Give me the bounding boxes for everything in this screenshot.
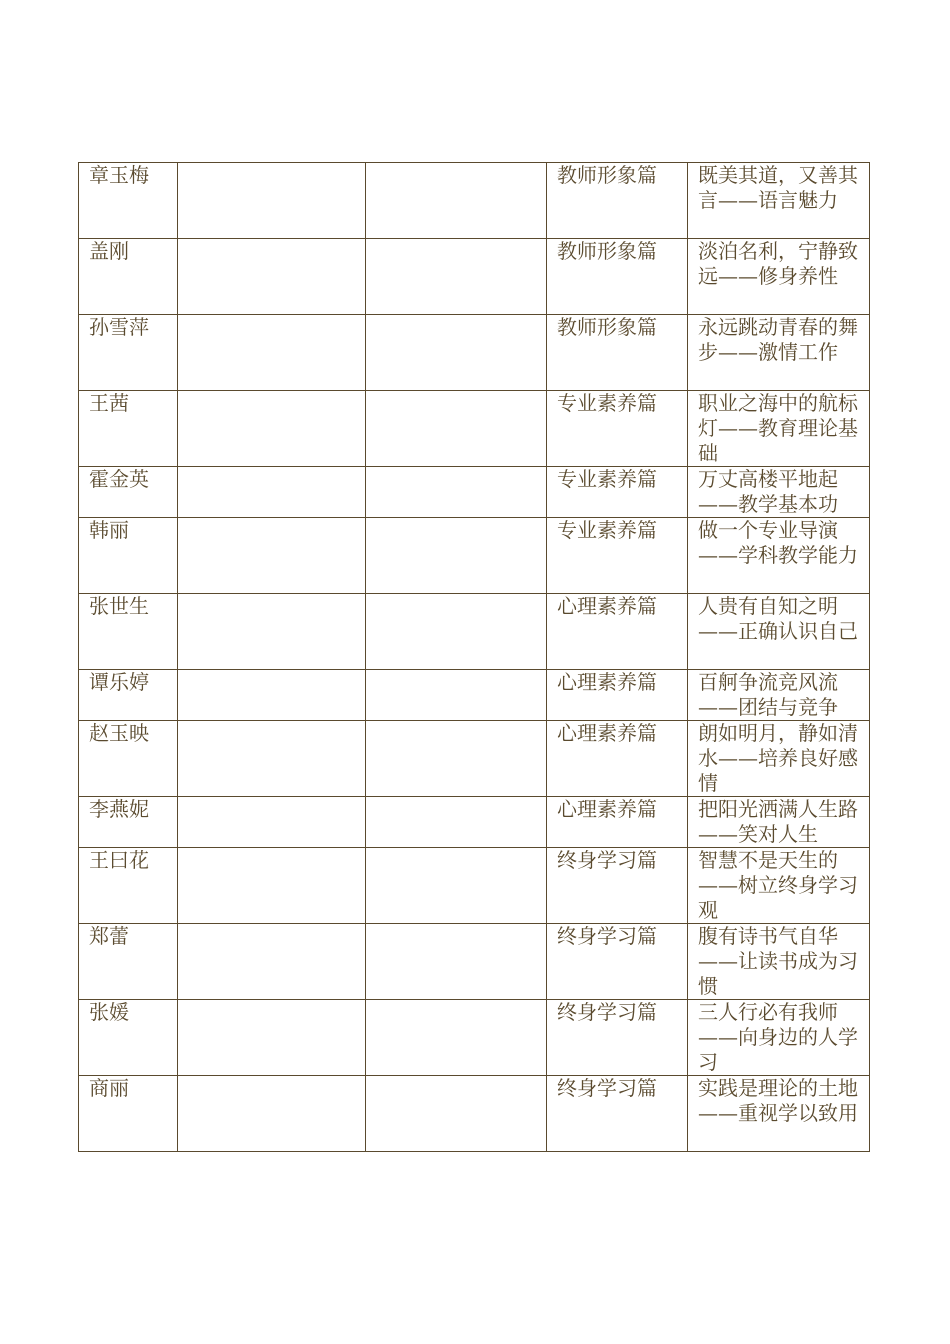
- teacher-name-cell: 章玉梅: [79, 163, 178, 239]
- teacher-name-cell: 谭乐婷: [79, 670, 178, 721]
- category-cell: 专业素养篇: [547, 518, 688, 594]
- table-row: [79, 239, 870, 315]
- blank-cell: [366, 924, 547, 1000]
- topic-cell: 永远跳动青春的舞步——激情工作: [688, 315, 870, 391]
- blank-cell: [178, 315, 366, 391]
- teacher-name-cell: 张世生: [79, 594, 178, 670]
- table-row: [79, 518, 870, 594]
- teacher-name-cell: 郑蕾: [79, 924, 178, 1000]
- category-cell: 终身学习篇: [547, 924, 688, 1000]
- topic-cell: 既美其道，又善其言——语言魅力: [688, 163, 870, 239]
- table-row: [79, 594, 870, 670]
- blank-cell: [366, 518, 547, 594]
- blank-cell: [366, 1000, 547, 1076]
- category-cell: 心理素养篇: [547, 594, 688, 670]
- table-row: [79, 315, 870, 391]
- table-row: [79, 391, 870, 467]
- blank-cell: [366, 594, 547, 670]
- teacher-name-cell: 张媛: [79, 1000, 178, 1076]
- blank-cell: [178, 721, 366, 797]
- assignment-table: [78, 162, 870, 1152]
- table-row: [79, 797, 870, 848]
- category-cell: 专业素养篇: [547, 467, 688, 518]
- teacher-name-cell: 商丽: [79, 1076, 178, 1152]
- blank-cell: [178, 594, 366, 670]
- topic-cell: 腹有诗书气自华——让读书成为习惯: [688, 924, 870, 1000]
- category-cell: 心理素养篇: [547, 670, 688, 721]
- topic-cell: 把阳光洒满人生路——笑对人生: [688, 797, 870, 848]
- blank-cell: [178, 670, 366, 721]
- blank-cell: [178, 1000, 366, 1076]
- topic-cell: 实践是理论的土地——重视学以致用: [688, 1076, 870, 1152]
- category-cell: 心理素养篇: [547, 797, 688, 848]
- blank-cell: [178, 518, 366, 594]
- category-cell: 教师形象篇: [547, 315, 688, 391]
- category-cell: 心理素养篇: [547, 721, 688, 797]
- table-row: [79, 467, 870, 518]
- blank-cell: [366, 315, 547, 391]
- blank-cell: [178, 924, 366, 1000]
- blank-cell: [178, 163, 366, 239]
- blank-cell: [366, 467, 547, 518]
- blank-cell: [366, 848, 547, 924]
- category-cell: 终身学习篇: [547, 1000, 688, 1076]
- blank-cell: [178, 239, 366, 315]
- topic-cell: 智慧不是天生的——树立终身学习观: [688, 848, 870, 924]
- category-cell: 教师形象篇: [547, 239, 688, 315]
- table-row: [79, 721, 870, 797]
- topic-cell: 人贵有自知之明——正确认识自己: [688, 594, 870, 670]
- blank-cell: [366, 670, 547, 721]
- topic-cell: 万丈高楼平地起——教学基本功: [688, 467, 870, 518]
- blank-cell: [366, 721, 547, 797]
- teacher-name-cell: 盖刚: [79, 239, 178, 315]
- teacher-name-cell: 李燕妮: [79, 797, 178, 848]
- teacher-name-cell: 韩丽: [79, 518, 178, 594]
- topic-cell: 朗如明月，静如清水——培养良好感情: [688, 721, 870, 797]
- blank-cell: [366, 163, 547, 239]
- teacher-name-cell: 王茜: [79, 391, 178, 467]
- topic-cell: 三人行必有我师——向身边的人学习: [688, 1000, 870, 1076]
- topic-cell: 百舸争流竞风流——团结与竞争: [688, 670, 870, 721]
- topic-cell: 职业之海中的航标灯——教育理论基础: [688, 391, 870, 467]
- table-row: [79, 1000, 870, 1076]
- category-cell: 终身学习篇: [547, 1076, 688, 1152]
- category-cell: 专业素养篇: [547, 391, 688, 467]
- blank-cell: [178, 848, 366, 924]
- teacher-name-cell: 孙雪萍: [79, 315, 178, 391]
- category-cell: 终身学习篇: [547, 848, 688, 924]
- blank-cell: [178, 1076, 366, 1152]
- topic-cell: 做一个专业导演——学科教学能力: [688, 518, 870, 594]
- teacher-name-cell: 赵玉映: [79, 721, 178, 797]
- blank-cell: [366, 1076, 547, 1152]
- topic-cell: 淡泊名利，宁静致远——修身养性: [688, 239, 870, 315]
- table-row: [79, 848, 870, 924]
- blank-cell: [366, 391, 547, 467]
- teacher-name-cell: 霍金英: [79, 467, 178, 518]
- blank-cell: [366, 239, 547, 315]
- table-row: [79, 1076, 870, 1152]
- table-row: [79, 924, 870, 1000]
- category-cell: 教师形象篇: [547, 163, 688, 239]
- table-row: [79, 670, 870, 721]
- blank-cell: [366, 797, 547, 848]
- table-row: [79, 163, 870, 239]
- blank-cell: [178, 391, 366, 467]
- blank-cell: [178, 797, 366, 848]
- blank-cell: [178, 467, 366, 518]
- teacher-name-cell: 王曰花: [79, 848, 178, 924]
